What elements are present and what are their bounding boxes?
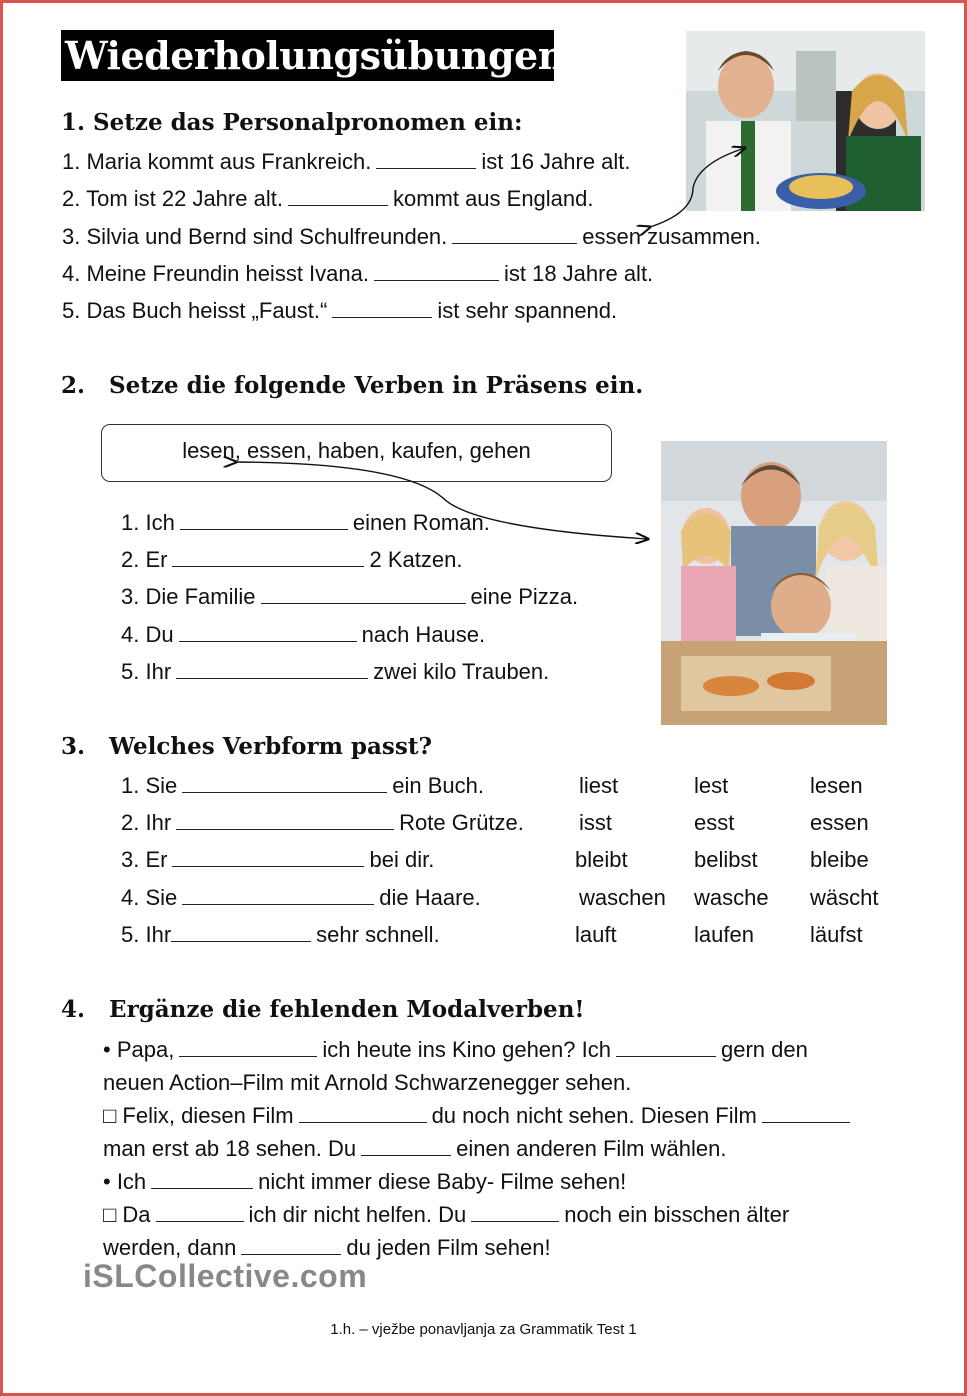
s4-text: ich heute ins Kino gehen? Ich: [322, 1037, 611, 1062]
s1-num: 1.: [62, 149, 81, 174]
s2-text: Ihr: [145, 659, 172, 684]
s4-text: □ Da: [103, 1202, 151, 1227]
section4-heading: 4. Ergänze die fehlenden Modalverben!: [61, 996, 585, 1023]
section1-heading: 1. Setze das Personalpronomen ein:: [61, 109, 523, 136]
s1-text: Meine Freundin heisst Ivana.: [86, 261, 369, 286]
s1-num: 5.: [62, 298, 81, 323]
s3-text: ein Buch.: [392, 773, 485, 798]
option-4c[interactable]: wäscht: [810, 885, 879, 910]
s1-text: Silvia und Bernd sind Schulfreunden.: [86, 224, 448, 249]
option-3b[interactable]: belibst: [694, 847, 758, 872]
connector-arrows: [3, 3, 964, 1393]
s1-num: 4.: [62, 261, 81, 286]
s2-text: Er: [145, 547, 168, 572]
s3-text: Ihr: [145, 810, 172, 835]
s2-num: 4.: [121, 622, 140, 647]
s3-num: 3.: [121, 847, 140, 872]
s3-text: sehr schnell.: [316, 922, 440, 947]
option-3a[interactable]: bleibt: [575, 847, 628, 872]
option-1b[interactable]: lest: [694, 773, 729, 798]
s3-num: 1.: [121, 773, 140, 798]
s2-num: 1.: [121, 510, 140, 535]
option-2a[interactable]: isst: [579, 810, 612, 835]
s3-text: Ihr: [145, 922, 172, 947]
s2-num: 3.: [121, 584, 140, 609]
option-5a[interactable]: lauft: [575, 922, 617, 947]
s3-num: 2.: [121, 810, 140, 835]
s4-text: man erst ab 18 sehen. Du: [103, 1136, 357, 1161]
s4-text: werden, dann: [103, 1235, 237, 1260]
option-2c[interactable]: essen: [810, 810, 869, 835]
section3-heading: 3. Welches Verbform passt?: [61, 733, 432, 760]
verb-word-box: lesen, essen, haben, kaufen, gehen: [101, 424, 612, 482]
arrow-to-students-photo: [650, 148, 745, 227]
option-5c[interactable]: läufst: [810, 922, 863, 947]
page-title: Wiederholungsübungen: [61, 30, 554, 81]
option-1a[interactable]: liest: [579, 773, 619, 798]
s4-line-2: neuen Action–Film mit Arnold Schwarzenegger sehen.: [103, 1070, 632, 1095]
option-4a[interactable]: waschen: [579, 885, 666, 910]
s1-text: kommt aus England.: [392, 186, 594, 211]
s3-text: Er: [145, 847, 168, 872]
s4-text: □ Felix, diesen Film: [103, 1103, 294, 1128]
section2-heading: 2. Setze die folgende Verben in Präsens ein.: [61, 372, 644, 399]
s2-text: eine Pizza.: [470, 584, 579, 609]
s3-text: Sie: [145, 885, 178, 910]
s2-text: Du: [145, 622, 174, 647]
s1-text: Tom ist 22 Jahre alt.: [86, 186, 283, 211]
option-3c[interactable]: bleibe: [810, 847, 869, 872]
s1-text: essen zusammen.: [582, 224, 761, 249]
s1-text: Das Buch heisst „Faust.“: [86, 298, 328, 323]
s2-text: nach Hause.: [361, 622, 486, 647]
s2-text: 2 Katzen.: [369, 547, 463, 572]
s1-num: 3.: [62, 224, 81, 249]
s4-text: • Ich: [103, 1169, 147, 1194]
s4-text: nicht immer diese Baby- Filme sehen!: [258, 1169, 627, 1194]
s4-text: ich dir nicht helfen. Du: [248, 1202, 467, 1227]
s1-text: ist 18 Jahre alt.: [503, 261, 654, 286]
s3-text: die Haare.: [379, 885, 481, 910]
s3-text: Rote Grütze.: [399, 810, 524, 835]
s4-text: du jeden Film sehen!: [346, 1235, 551, 1260]
s3-num: 5.: [121, 922, 140, 947]
s4-text: • Papa,: [103, 1037, 175, 1062]
s4-text: noch ein bisschen älter: [564, 1202, 790, 1227]
s2-num: 2.: [121, 547, 140, 572]
s2-text: einen Roman.: [352, 510, 490, 535]
option-4b[interactable]: wasche: [694, 885, 769, 910]
s1-num: 2.: [62, 186, 81, 211]
s4-text: gern den: [720, 1037, 808, 1062]
s3-text: bei dir.: [369, 847, 435, 872]
s2-num: 5.: [121, 659, 140, 684]
arrow-to-family-photo: [236, 462, 648, 539]
watermark-logo: iSLCollective.com: [83, 1258, 368, 1294]
s3-num: 4.: [121, 885, 140, 910]
s3-text: Sie: [145, 773, 178, 798]
s1-text: ist 16 Jahre alt.: [481, 149, 631, 174]
s1-text: Maria kommt aus Frankreich.: [86, 149, 372, 174]
s1-text: ist sehr spannend.: [437, 298, 618, 323]
footer-text: 1.h. – vježbe ponavljanja za Grammatik Test 1: [330, 1321, 637, 1338]
option-1c[interactable]: lesen: [810, 773, 863, 798]
s2-text: Ich: [145, 510, 175, 535]
option-2b[interactable]: esst: [694, 810, 735, 835]
s2-text: zwei kilo Trauben.: [373, 659, 550, 684]
option-5b[interactable]: laufen: [694, 922, 754, 947]
s2-text: Die Familie: [145, 584, 256, 609]
s4-text: einen anderen Film wählen.: [456, 1136, 727, 1161]
s4-text: du noch nicht sehen. Diesen Film: [431, 1103, 757, 1128]
